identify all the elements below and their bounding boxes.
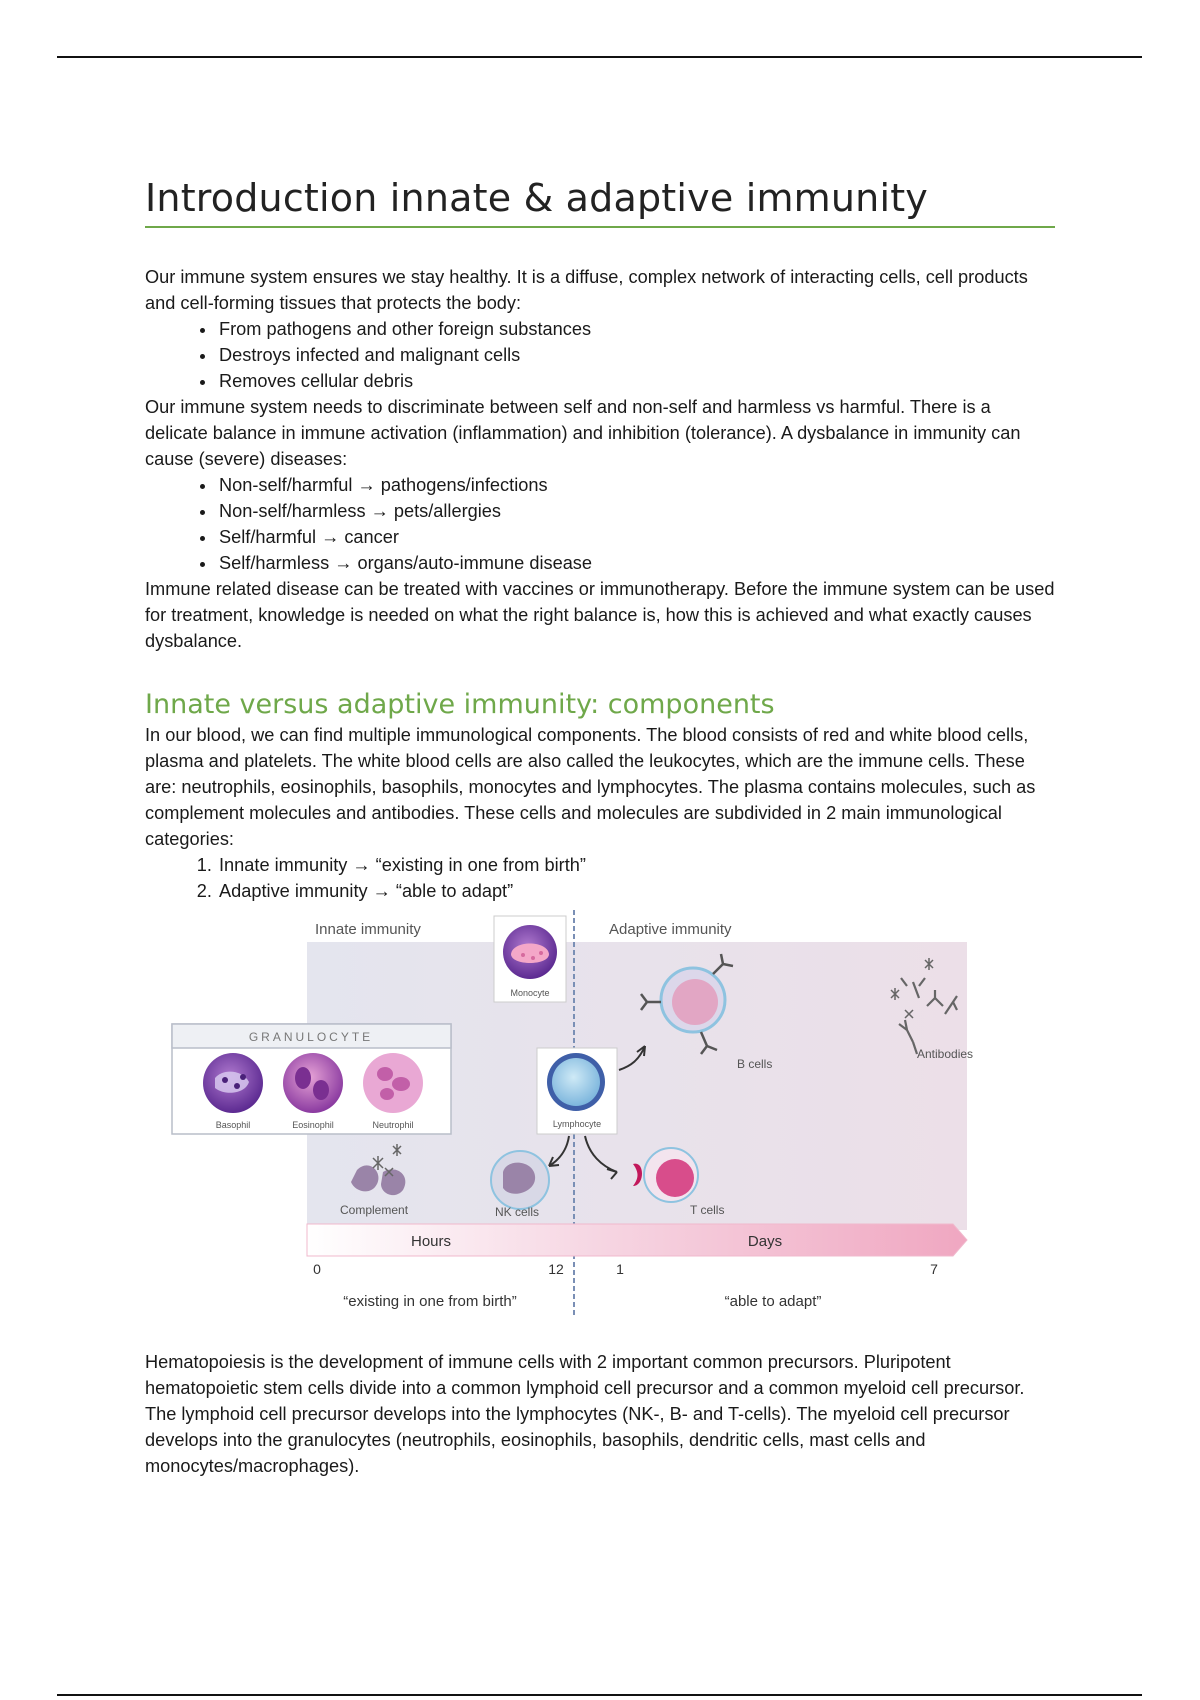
hours-label: Hours <box>410 1233 452 1250</box>
page-title: Introduction innate & adaptive immunity <box>145 176 1055 228</box>
days-label: Days <box>747 1233 783 1250</box>
tick-label: 0 <box>313 1261 321 1277</box>
list-item: • Non-self/harmful → pathogens/infections <box>217 472 1055 498</box>
lymphocyte-cell <box>537 1048 617 1134</box>
section-paragraph-1: In our blood, we can find multiple immunological components. The blood consists of red and white blood cells, plasma and platelets. The white blood cells are also called the leukocytes, which are the immune cells. These are: neutrophils, eosinophils, basophils, monocytes and lymphocytes. The plasma contains molecules, such as complement molecules and antibodies. These cells and molecules are subdivided in 2 main immunological categories: <box>145 725 1036 849</box>
complement-label: Complement <box>340 1203 409 1217</box>
monocyte-label: Monocyte <box>510 988 550 998</box>
intro-bullet-list-2 <box>145 472 1055 576</box>
list-item: • Non-self/harmless → pets/allergies <box>217 498 1055 524</box>
antibodies-label: Antibodies <box>917 1047 974 1061</box>
intro-bullet-list-1 <box>145 316 1055 394</box>
innate-immunity-label: Innate immunity <box>315 921 421 938</box>
neutrophil-label: Neutrophil <box>372 1120 414 1130</box>
list-item: 2. Adaptive immunity → “able to adapt” <box>217 878 1055 904</box>
intro-paragraph-1: Our immune system ensures we stay healthy. It is a diffuse, complex network of interacting cells, cell products and cell-forming tissues that protects the body: <box>145 267 1028 313</box>
header-rule <box>57 56 1142 58</box>
list-item: 1. Innate immunity → “existing in one from birth” <box>217 852 1055 878</box>
intro-paragraph-2: Our immune system needs to discriminate between self and non-self and harmless vs harmful. There is a delicate balance in immune activation (inflammation) and inhibition (tolerance). A dysbalance in immunity can cause (severe) diseases: <box>145 397 1021 469</box>
tick-label: 7 <box>930 1261 938 1277</box>
monocyte-cell <box>494 916 566 1002</box>
nk-cells-label: NK cells <box>495 1205 540 1219</box>
list-item: • Self/harmless → organs/auto-immune disease <box>217 550 1055 576</box>
section-paragraph-2: Hematopoiesis is the development of immune cells with 2 important common precursors. Pluripotent hematopoietic stem cells divide into a common lymphoid cell precursor and a common myeloid cell precursor. The lymphoid cell precursor develops into the lymphocytes (NK-, B- and T-cells). The myeloid cell precursor develops into the granulocytes (neutrophils, eosinophils, basophils, dendritic cells, mast cells and monocytes/macrophages). <box>145 1352 1025 1476</box>
footer-rule <box>57 1694 1142 1696</box>
tick-label: 12 <box>548 1261 564 1277</box>
list-item: • Destroys infected and malignant cells <box>217 342 1055 368</box>
document-body <box>145 176 1055 1479</box>
t-cells-label: T cells <box>690 1203 725 1217</box>
granulocyte-box <box>172 1024 451 1134</box>
lymphocyte-label: Lymphocyte <box>552 1119 602 1129</box>
list-item: • From pathogens and other foreign substances <box>217 316 1055 342</box>
list-item: • Self/harmful → cancer <box>217 524 1055 550</box>
b-cells-label: B cells <box>737 1057 773 1071</box>
innate-caption: “existing in one from birth” <box>343 1293 517 1310</box>
tick-label: 1 <box>616 1261 624 1277</box>
basophil-label: Basophil <box>215 1120 251 1130</box>
timeline-arrow <box>307 1224 967 1277</box>
section-heading: Innate versus adaptive immunity: components <box>145 689 775 720</box>
list-item: • Removes cellular debris <box>217 368 1055 394</box>
immunity-figure <box>145 910 1045 1345</box>
eosinophil-label: Eosinophil <box>292 1120 334 1130</box>
adaptive-caption: “able to adapt” <box>724 1293 822 1310</box>
adaptive-immunity-label: Adaptive immunity <box>609 921 732 938</box>
granulocyte-label: GRANULOCYTE <box>248 1030 374 1044</box>
immunity-category-list <box>145 852 1055 904</box>
intro-paragraph-3: Immune related disease can be treated with vaccines or immunotherapy. Before the immune system can be used for treatment, knowledge is needed on what the right balance is, how this is achieved and what exactly causes dysbalance. <box>145 579 1055 651</box>
